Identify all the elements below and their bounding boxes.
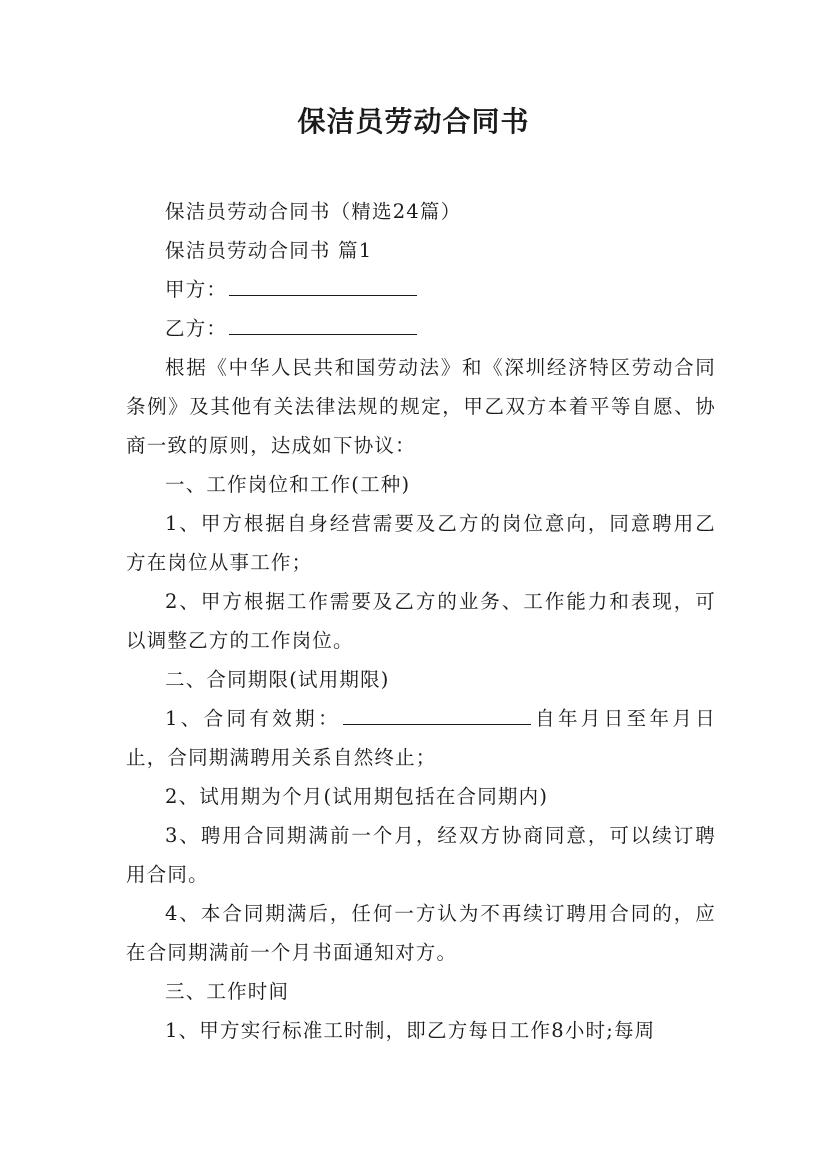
- clause-1-2: [126, 582, 716, 660]
- party-b-label: 乙方：: [165, 317, 228, 340]
- paragraph-text: 2、试用期为个月(试用期包括在合同期内): [165, 785, 549, 808]
- paragraph-text: 根据《中华人民共和国劳动法》和《深圳经济特区劳动合同条例》及其他有关法律法规的规定，甲乙双方本着平等自愿、协商一致的原则，达成如下协议：: [126, 356, 716, 457]
- clause-3-1: [126, 1011, 716, 1050]
- paragraph-text: 一、工作岗位和工作(工种): [165, 473, 411, 496]
- document-title: 保洁员劳动合同书: [297, 105, 530, 138]
- clause-1-1: [126, 504, 716, 582]
- party-a-line: [126, 270, 716, 309]
- paragraph-section-title: [126, 231, 716, 270]
- heading-section-1: [126, 465, 716, 504]
- paragraph-text: 1、甲方根据自身经营需要及乙方的岗位意向，同意聘用乙方在岗位从事工作；: [126, 512, 716, 574]
- paragraph-text: 保洁员劳动合同书 篇1: [165, 239, 373, 262]
- clause-label: 1、合同有效期：: [165, 707, 341, 730]
- contract-period-blank: [343, 702, 531, 725]
- paragraph-text: 二、合同期限(试用期限): [165, 668, 390, 691]
- party-a-label: 甲方：: [165, 278, 228, 301]
- heading-section-2: [126, 660, 716, 699]
- party-b-blank: [229, 312, 417, 335]
- clause-2-3: [126, 816, 716, 894]
- clause-2-4: [126, 894, 716, 972]
- paragraph-collection-title: [126, 192, 716, 231]
- clause-2-1: [126, 699, 716, 777]
- paragraph-text: 三、工作时间: [165, 980, 290, 1003]
- paragraph-text: 1、甲方实行标准工时制，即乙方每日工作8小时;每周: [165, 1019, 656, 1042]
- paragraph-text: 保洁员劳动合同书（精选24篇）: [165, 200, 462, 223]
- paragraph-preamble: [126, 348, 716, 465]
- clause-2-2: [126, 777, 716, 816]
- party-b-line: [126, 309, 716, 348]
- heading-section-3: [126, 972, 716, 1011]
- paragraph-text: 2、甲方根据工作需要及乙方的业务、工作能力和表现，可以调整乙方的工作岗位。: [126, 590, 716, 652]
- document-body: [126, 192, 716, 1050]
- party-a-blank: [229, 273, 417, 296]
- paragraph-text: 4、本合同期满后，任何一方认为不再续订聘用合同的，应在合同期满前一个月书面通知对方。: [126, 902, 716, 964]
- paragraph-text: 3、聘用合同期满前一个月，经双方协商同意，可以续订聘用合同。: [126, 824, 716, 886]
- clause-continuation: 自年月日至年月日止，合同期满聘用关系自然终止；: [126, 707, 716, 769]
